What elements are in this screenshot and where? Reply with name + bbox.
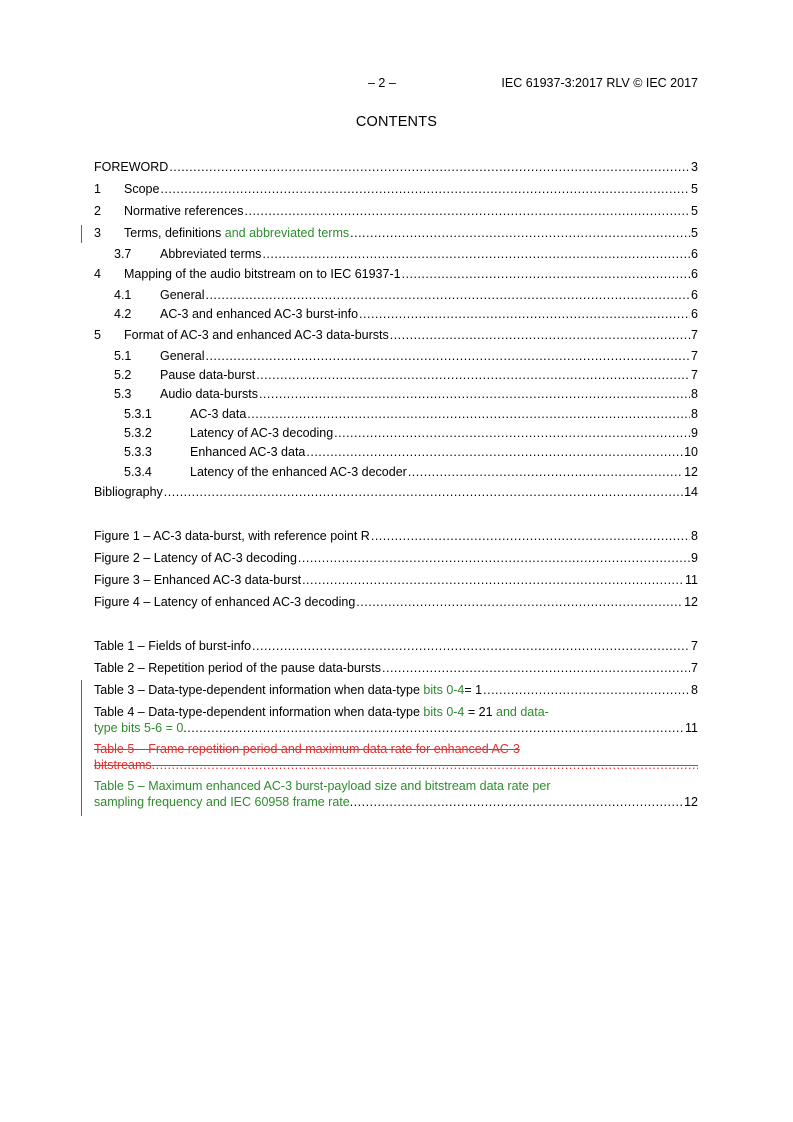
change-bar-clause-3 [81,225,82,243]
added-text: type bits 5-6 = 0 [94,721,184,735]
toc-table-5-deleted: Table 5 – Frame repetition period and maximum data rate for enhanced AC-3 bitstreams ..... [94,741,698,773]
toc-entry-format[interactable]: 5 Format of AC-3 and enhanced AC-3 data-bursts ..... 7 [94,327,698,343]
toc-entry-abbreviated-terms[interactable]: 3.7 Abbreviated terms ..... 6 [94,246,698,262]
toc-entry-burst-info[interactable]: 4.2 AC-3 and enhanced AC-3 burst-info ..... 6 [94,306,698,322]
toc-entry-audio-data-bursts[interactable]: 5.3 Audio data-bursts ..... 8 [94,386,698,402]
toc-entry-terms-definitions[interactable]: 3 Terms, definitions and abbreviated terms ..... 5 [94,225,698,241]
toc-figure-3[interactable]: Figure 3 – Enhanced AC-3 data-burst ..... 11 [94,572,698,588]
toc-entry-scope[interactable]: 1 Scope ..... 5 [94,181,698,197]
toc-entry-ac3-data[interactable]: 5.3.1 AC-3 data ..... 8 [94,406,698,422]
toc-entry-foreword[interactable]: FOREWORD ..... 3 [94,159,698,175]
toc-entry-bibliography[interactable]: Bibliography ..... 14 [94,484,698,500]
toc-table-3[interactable]: Table 3 – Data-type-dependent information when data-type bits 0-4= 1 ..... 8 [94,682,698,698]
document-id: IEC 61937-3:2017 RLV © IEC 2017 [501,76,698,90]
toc-entry-ac3-latency[interactable]: 5.3.2 Latency of AC-3 decoding ..... 9 [94,425,698,441]
added-text: bits 0-4 [423,705,465,719]
toc-table-4[interactable]: Table 4 – Data-type-dependent information when data-type bits 0-4 = 21 and data- type bits 5-6 = 0 ..... 11 [94,704,698,736]
added-text: and abbreviated terms [221,226,350,240]
added-text: and data- [496,705,549,719]
change-bar-tables [81,680,82,816]
toc-entry-mapping[interactable]: 4 Mapping of the audio bitstream on to IEC 61937-1 ..... 6 [94,266,698,282]
contents-title: CONTENTS [355,114,438,130]
toc-figure-1[interactable]: Figure 1 – AC-3 data-burst, with reference point R ..... 8 [94,528,698,544]
page-number: – 2 – [368,76,396,90]
toc-entry-enhanced-ac3-latency[interactable]: 5.3.4 Latency of the enhanced AC-3 decoder ..... 12 [94,464,698,480]
toc-table-2[interactable]: Table 2 – Repetition period of the pause data-bursts ..... 7 [94,660,698,676]
added-text: bits 0-4 [423,683,465,697]
toc-table-5[interactable]: Table 5 – Maximum enhanced AC-3 burst-payload size and bitstream data rate per sampling frequency and IEC 60958 frame rate ..... 12 [94,778,698,810]
toc-entry-format-general[interactable]: 5.1 General ..... 7 [94,348,698,364]
toc-entry-mapping-general[interactable]: 4.1 General ..... 6 [94,287,698,303]
toc-figure-4[interactable]: Figure 4 – Latency of enhanced AC-3 decoding ..... 12 [94,594,698,610]
toc-entry-enhanced-ac3-data[interactable]: 5.3.3 Enhanced AC-3 data ..... 10 [94,444,698,460]
page-header [94,76,698,94]
toc-entry-pause-data-burst[interactable]: 5.2 Pause data-burst ..... 7 [94,367,698,383]
toc-figure-2[interactable]: Figure 2 – Latency of AC-3 decoding ..... 9 [94,550,698,566]
toc-entry-normative-references[interactable]: 2 Normative references ..... 5 [94,203,698,219]
toc-table-1[interactable]: Table 1 – Fields of burst-info ..... 7 [94,638,698,654]
